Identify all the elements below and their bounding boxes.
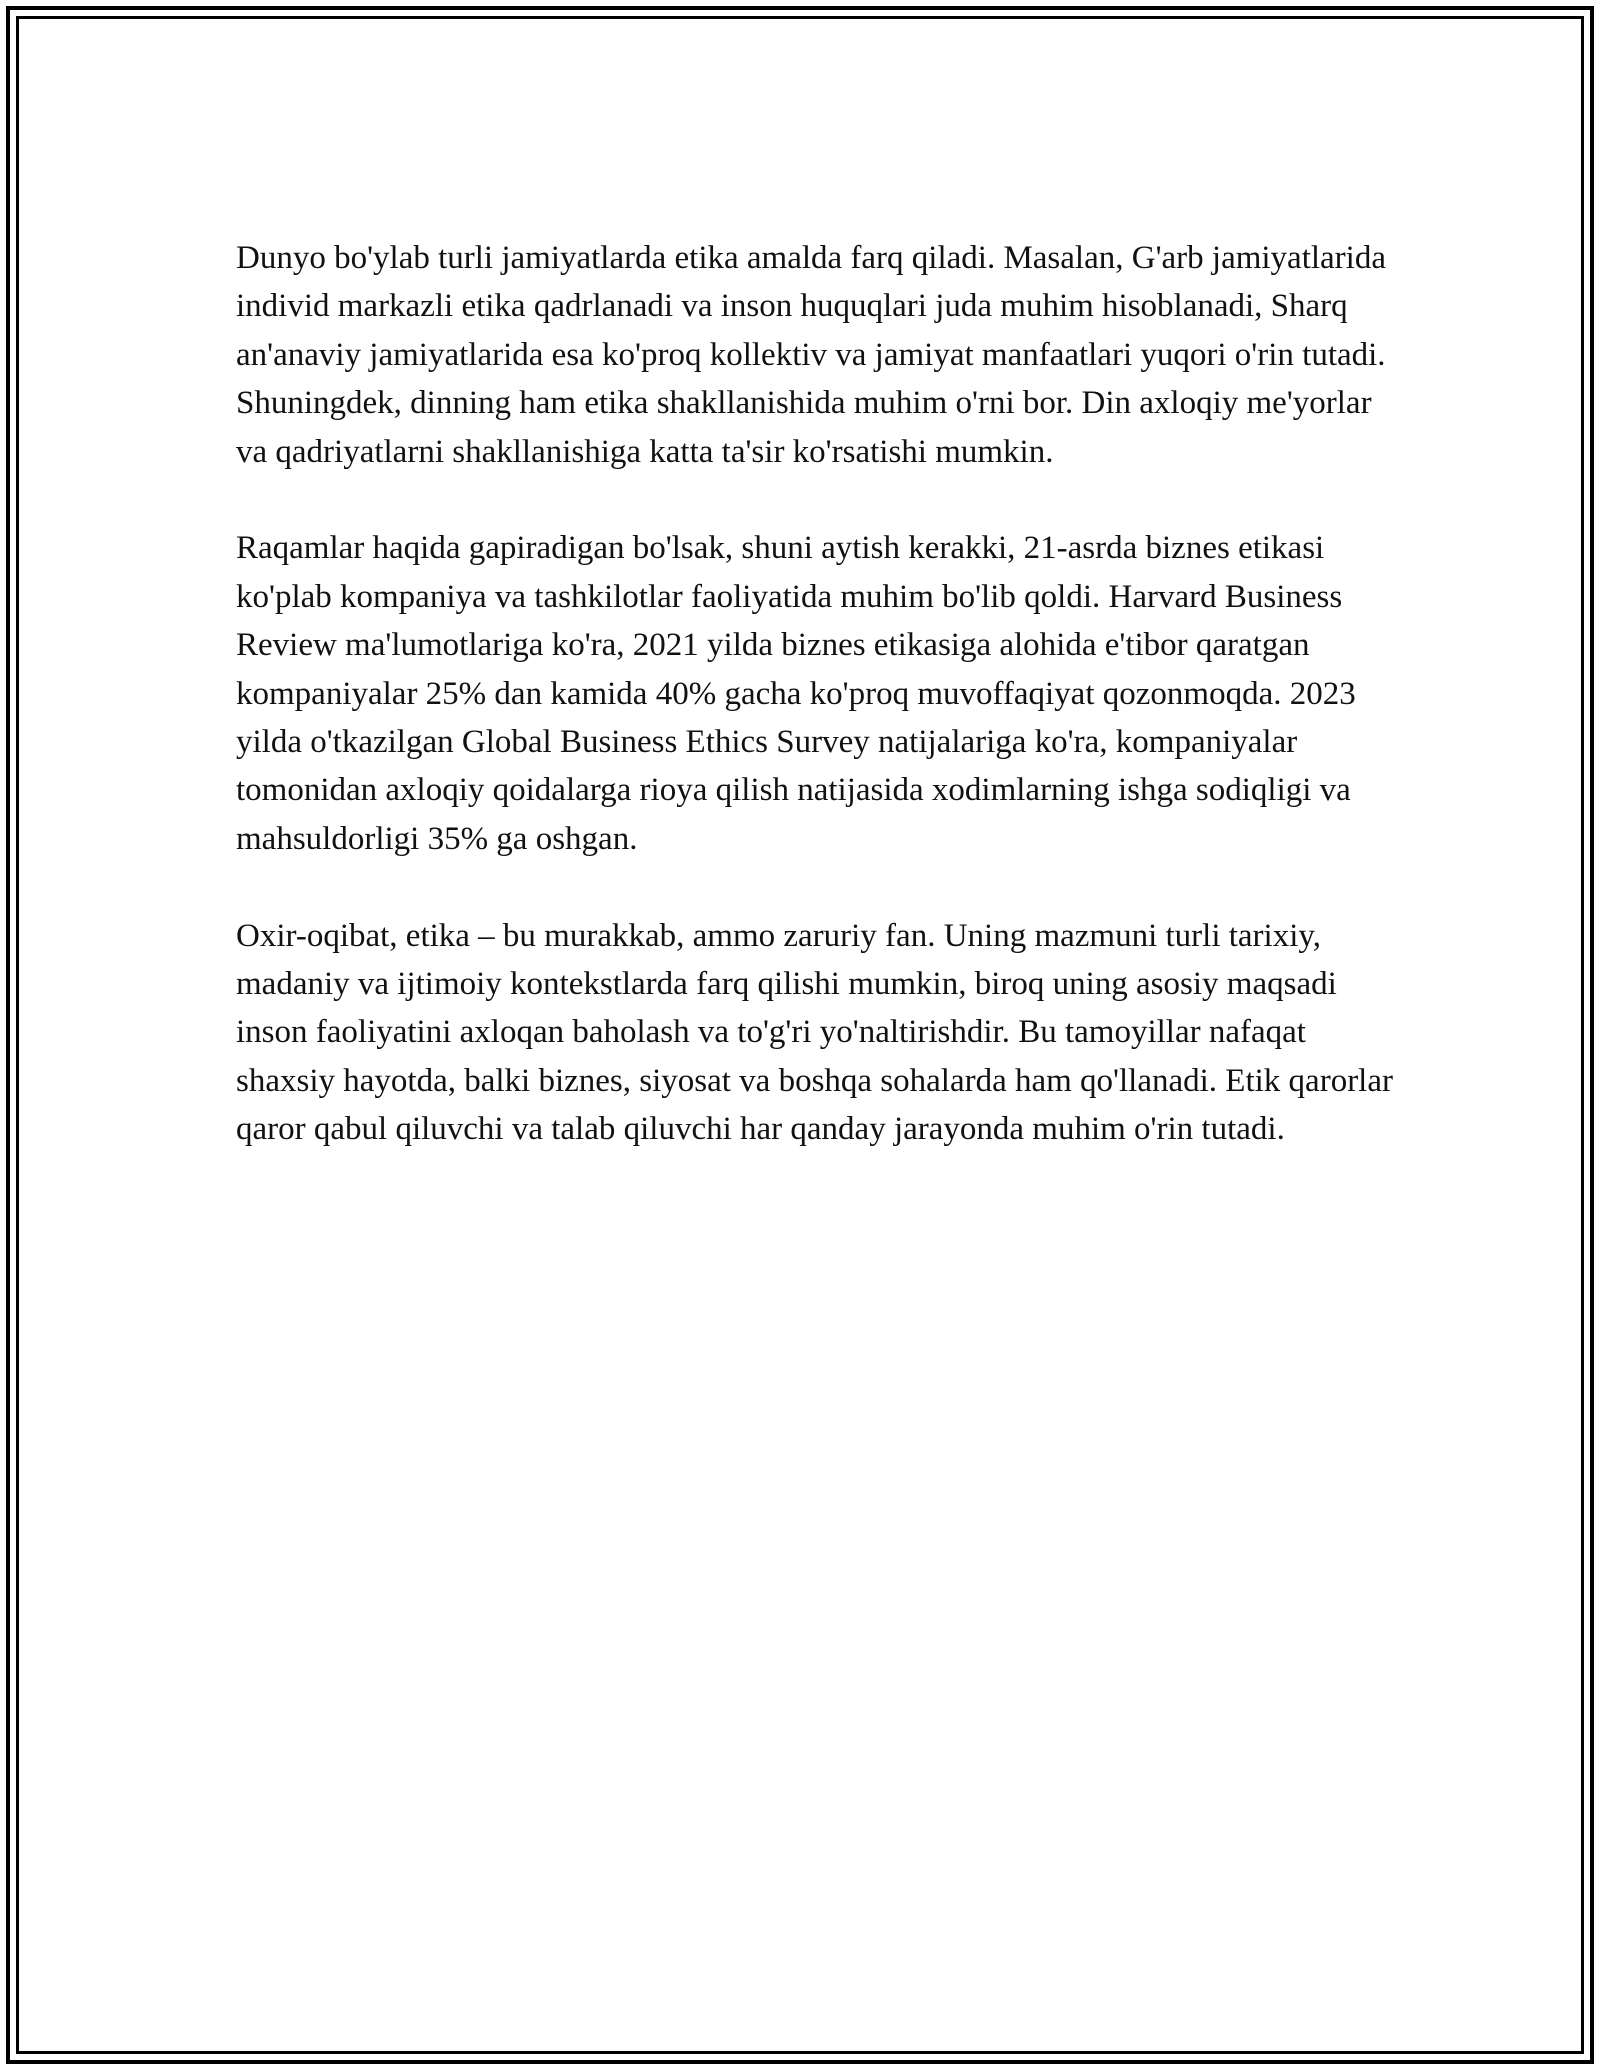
document-body <box>236 234 1406 1202</box>
paragraph-1: Dunyo bo'ylab turli jamiyatlarda etika amalda farq qiladi. Masalan, G'arb jamiyatlarida individ markazli etika qadrlanadi va inson huquqlari juda muhim hisoblanadi, Sharq an'anaviy jamiyatlarida esa ko'proq kollektiv va jamiyat manfaatlari yuqori o'rin tutadi. Shuningdek, dinning ham etika shakllanishida muhim o'rni bor. Din axloqiy me'yorlar va qadriyatlarni shakllanishiga katta ta'sir ko'rsatishi mumkin. <box>236 240 1386 470</box>
paragraph-3: Oxir-oqibat, etika – bu murakkab, ammo zaruriy fan. Uning mazmuni turli tarixiy, madaniy va ijtimoiy kontekstlarda farq qilishi mumkin, biroq uning asosiy maqsadi inson faoliyatini axloqan baholash va to'g'ri yo'naltirishdir. Bu tamoyillar nafaqat shaxsiy hayotda, balki biznes, siyosat va boshqa sohalarda ham qo'llanadi. Etik qarorlar qaror qabul qiluvchi va talab qiluvchi har qanday jarayonda muhim o'rin tutadi. <box>236 917 1393 1148</box>
paragraph-2: Raqamlar haqida gapiradigan bo'lsak, shuni aytish kerakki, 21-asrda biznes etikasi ko'plab kompaniya va tashkilotlar faoliyatida muhim bo'lib qoldi. Harvard Business Review ma'lumotlariga ko'ra, 2021 yilda biznes etikasiga alohida e'tibor qaratgan kompaniyalar 25% dan kamida 40% gacha ko'proq muvoffaqiyat qozonmoqda. 2023 yilda o'tkazilgan Global Business Ethics Survey natijalariga ko'ra, kompaniyalar tomonidan axloqiy qoidalarga rioya qilish natijasida xodimlarning ishga sodiqligi va mahsuldorligi 35% ga oshgan. <box>236 530 1356 857</box>
